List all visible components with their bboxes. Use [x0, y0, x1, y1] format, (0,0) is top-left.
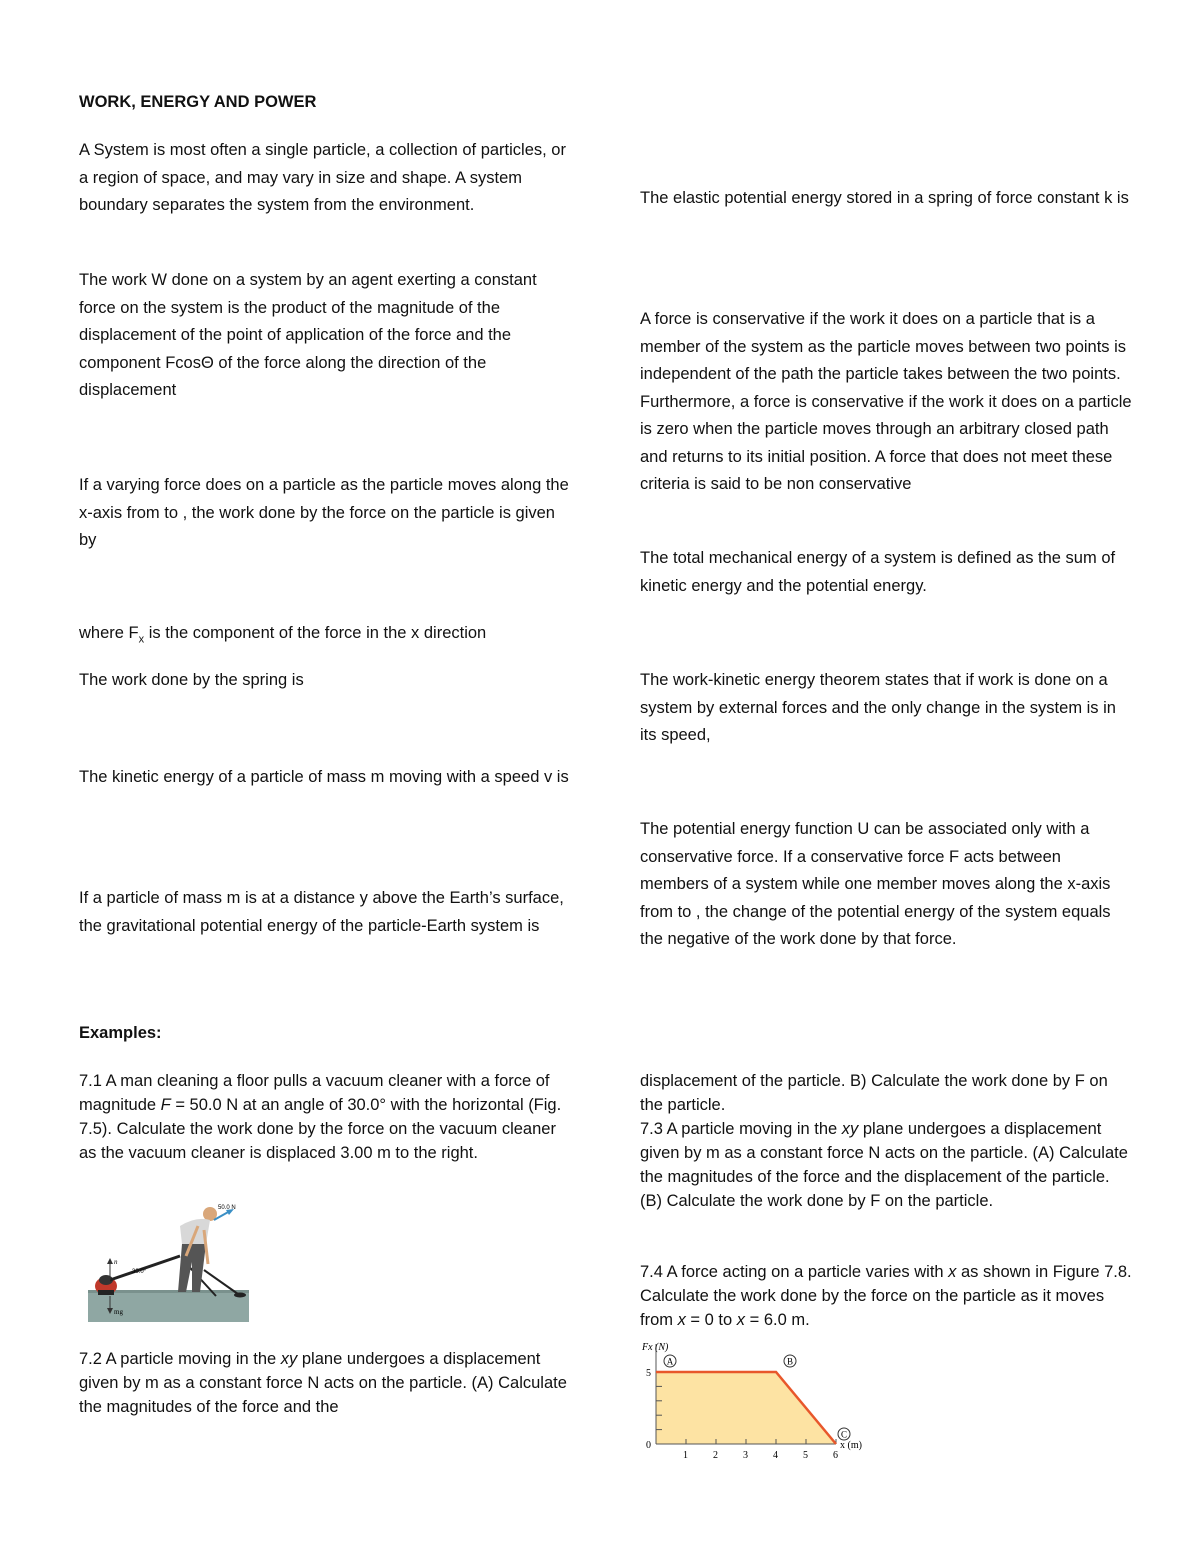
x-tick-label: 6	[833, 1450, 838, 1461]
applied-force-label: 50.0 N	[218, 1205, 236, 1211]
paragraph-elastic-energy: The elastic potential energy stored in a spring of force constant k is	[640, 189, 1129, 207]
paragraph-potential-energy-function: The potential energy function U can be associated only with a conservative force. If a conservative force F acts between members of a system while one member moves along the x-axis from to , the change of the potential energy of the system equals the negative of the work done by that force.	[640, 820, 1111, 948]
paragraph-kinetic-energy: The kinetic energy of a particle of mass m moving with a speed v is	[79, 768, 569, 786]
force-displacement-chart	[640, 1336, 880, 1464]
x-tick-label: 5	[803, 1450, 808, 1461]
point-label-c: C	[840, 1429, 848, 1440]
paragraph-work-energy-theorem: The work-kinetic energy theorem states that if work is done on a system by external forces and the only change in the system is in its speed,	[640, 671, 1116, 744]
example-7-4: 7.4 A force acting on a particle varies with x as shown in Figure 7.8. Calculate the work done by the force on the particle as it moves from x = 0 to x = 6.0 m.	[640, 1263, 1132, 1329]
paragraph-mechanical-energy: The total mechanical energy of a system is defined as the sum of kinetic energy and the potential energy.	[640, 549, 1116, 595]
paragraph-system: A System is most often a single particle, a collection of particles, or a region of space, and may vary in size and shape. A system boundary separates the system from the environment.	[79, 141, 566, 214]
example-7-2: 7.2 A particle moving in the xy plane undergoes a displacement given by m as a constant force N acts on the particle. (A) Calculate the magnitudes of the force and the	[79, 1350, 567, 1416]
example-7-2-continued: displacement of the particle. B) Calculate the work done by F on the particle.	[640, 1072, 1108, 1114]
paragraph-spring-work: The work done by the spring is	[79, 671, 304, 689]
x-tick-label: 4	[773, 1450, 778, 1461]
paragraph-gravitational-energy: If a particle of mass m is at a distance y above the Earth’s surface, the gravitational potential energy of the particle-Earth system is	[79, 889, 564, 935]
angle-label: 30.0°	[132, 1269, 147, 1275]
paragraph-varying-force: If a varying force does on a particle as the particle moves along the x-axis from to , the work done by the force on the particle is given by	[79, 476, 569, 549]
y-tick-label: 5	[646, 1368, 651, 1379]
normal-force-label: n	[114, 1258, 118, 1266]
x-axis-label: x (m)	[840, 1440, 862, 1451]
paragraph-conservative-force: A force is conservative if the work it does on a particle that is a member of the system as the particle moves between two points is independent of the path the particle takes between the two points. Furthermore, a force is conservative if the work it does on a particle is zero when the particle moves through an arbitrary closed path and returns to its initial position. A force that does not meet these criteria is said to be non conservative	[640, 310, 1132, 493]
x-tick-label: 1	[683, 1450, 688, 1461]
point-label-a: A	[666, 1356, 674, 1367]
paragraph-force-component: where $F_x$ is the component of the force in the x direction	[79, 624, 487, 646]
vacuum-cleaner-figure	[88, 1204, 249, 1322]
y-tick-label: 0	[646, 1440, 651, 1451]
example-7-3: 7.3 A particle moving in the xy plane undergoes a displacement given by m as a constant force N acts on the particle. (A) Calculate the magnitudes of the force and the displacement of the particle. (B) Calculate the work done by F on the particle.	[640, 1120, 1128, 1210]
example-7-1: 7.1 A man cleaning a floor pulls a vacuum cleaner with a force of magnitude F = 50.0 N at an angle of 30.0° with the horizontal (Fig. 7.5). Calculate the work done by the force on the vacuum cleaner as the vacuum cleaner is displaced 3.00 m to the right.	[79, 1072, 562, 1162]
paragraph-work-definition: The work W done on a system by an agent exerting a constant force on the system is the product of the magnitude of the displacement of the point of application of the force and the component FcosΘ of the force along the direction of the displacement	[79, 271, 537, 399]
point-label-b: B	[786, 1356, 794, 1367]
examples-heading: Examples:	[79, 1024, 162, 1042]
x-tick-label: 2	[713, 1450, 718, 1461]
weight-label: mg	[114, 1308, 123, 1316]
work-area-fill	[656, 1372, 836, 1444]
page-title: WORK, ENERGY AND POWER	[79, 93, 317, 111]
y-axis-label: Fx (N)	[642, 1342, 669, 1353]
x-tick-label: 3	[743, 1450, 748, 1461]
